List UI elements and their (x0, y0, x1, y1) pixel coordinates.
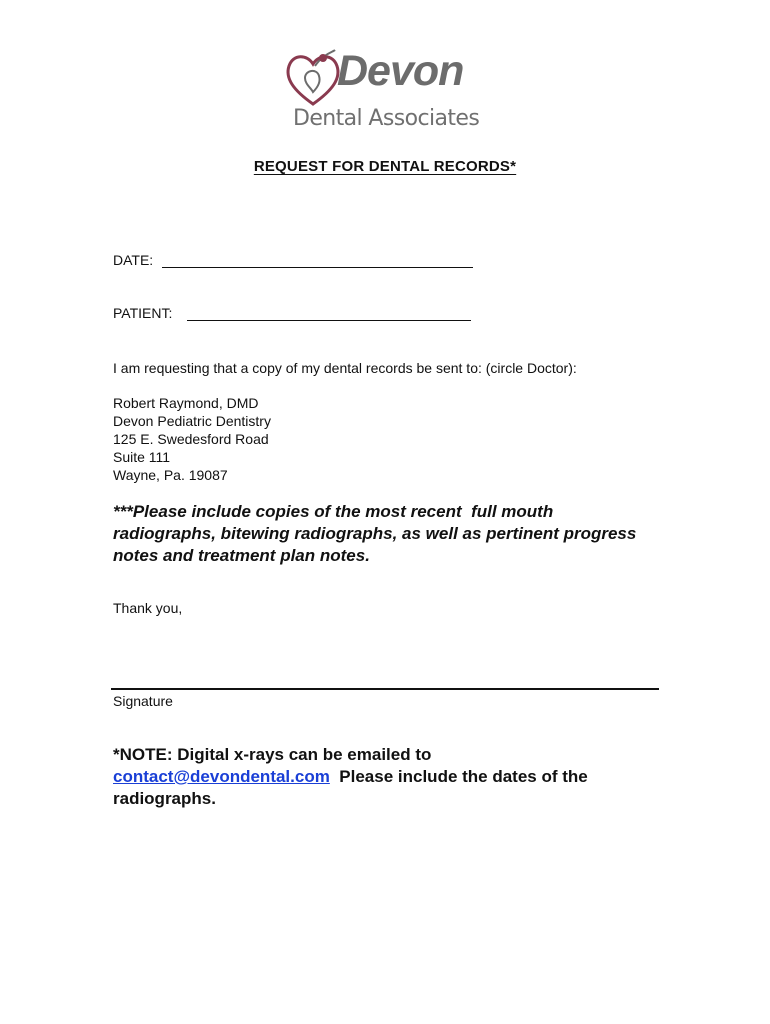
address-line: Devon Pediatric Dentistry (113, 413, 271, 429)
address-line: Wayne, Pa. 19087 (113, 467, 228, 483)
address-line: 125 E. Swedesford Road (113, 431, 269, 447)
note-line (113, 766, 713, 788)
email-link[interactable]: contact@devondental.com (113, 767, 330, 786)
date-field-line[interactable] (162, 267, 473, 268)
signature-line[interactable] (111, 688, 659, 690)
records-instructions (113, 501, 733, 567)
address-line: Robert Raymond, DMD (113, 395, 259, 411)
heart-tooth-icon (283, 48, 343, 110)
logo-wordmark: Devon (337, 47, 464, 95)
request-text: I am requesting that a copy of my dental records be sent to: (circle Doctor): (113, 360, 577, 376)
digital-xray-note (113, 744, 713, 810)
devon-dental-logo (283, 48, 493, 140)
signature-label: Signature (113, 693, 173, 709)
document-title: REQUEST FOR DENTAL RECORDS* (253, 158, 517, 175)
instruction-line: notes and treatment plan notes. (113, 546, 370, 565)
closing-text: Thank you, (113, 600, 183, 616)
note-line: radiographs. (113, 789, 216, 808)
instruction-line: radiographs, bitewing radiographs, as well as pertinent progress (113, 524, 637, 543)
instruction-line: ***Please include copies of the most recent full mouth (113, 502, 554, 521)
doctor-address (113, 394, 271, 484)
note-line: *NOTE: Digital x-rays can be emailed to (113, 745, 432, 764)
address-line: Suite 111 (113, 449, 171, 465)
patient-label: PATIENT: (113, 305, 173, 321)
note-text: Please include the dates of the (329, 767, 588, 786)
logo-subtitle: Dental Associates (293, 106, 480, 131)
date-label: DATE: (113, 252, 154, 268)
patient-field-line[interactable] (187, 320, 471, 321)
